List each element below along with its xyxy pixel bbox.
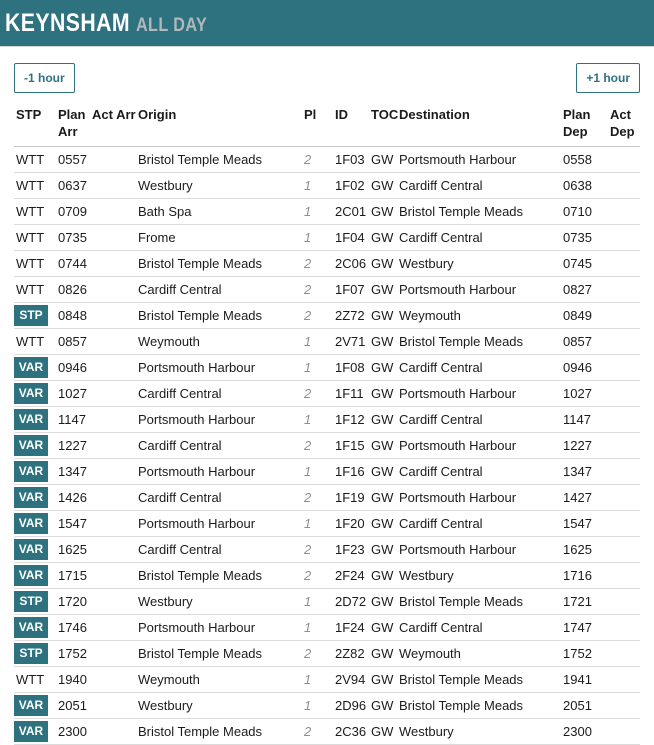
act-dep-cell xyxy=(608,537,640,563)
plan-arr-cell: 1426 xyxy=(56,485,92,511)
service-row[interactable] xyxy=(14,407,640,433)
act-arr-cell xyxy=(92,719,137,745)
plan-arr-cell: 0826 xyxy=(56,277,92,303)
toc-cell: GW xyxy=(368,381,398,407)
plan-arr-cell: 1746 xyxy=(56,615,92,641)
origin-cell: Cardiff Central xyxy=(137,537,300,563)
plan-arr-cell: 1715 xyxy=(56,563,92,589)
stp-cell xyxy=(14,173,56,199)
origin-cell: Portsmouth Harbour xyxy=(137,511,300,537)
toc-cell: GW xyxy=(368,355,398,381)
plan-arr-cell: 1752 xyxy=(56,641,92,667)
service-row[interactable] xyxy=(14,277,640,303)
destination-cell: Cardiff Central xyxy=(398,459,545,485)
act-dep-cell xyxy=(608,251,640,277)
services-table xyxy=(14,106,640,745)
column-header-id: ID xyxy=(330,106,368,147)
stp-badge: STP xyxy=(14,643,48,664)
stp-badge: VAR xyxy=(14,565,48,586)
destination-cell: Westbury xyxy=(398,563,545,589)
service-id-cell: 1F08 xyxy=(330,355,368,381)
destination-cell: Cardiff Central xyxy=(398,407,545,433)
service-row[interactable] xyxy=(14,199,640,225)
plan-dep-cell: 2051 xyxy=(545,693,608,719)
act-dep-cell xyxy=(608,199,640,225)
stp-cell xyxy=(14,407,56,433)
destination-cell: Westbury xyxy=(398,719,545,745)
toc-cell: GW xyxy=(368,303,398,329)
act-arr-cell xyxy=(92,381,137,407)
stp-cell xyxy=(14,251,56,277)
station-header xyxy=(0,0,654,47)
station-titles xyxy=(5,9,207,38)
toc-cell: GW xyxy=(368,667,398,693)
destination-cell: Bristol Temple Meads xyxy=(398,199,545,225)
act-dep-cell xyxy=(608,407,640,433)
act-arr-cell xyxy=(92,537,137,563)
stp-badge: VAR xyxy=(14,513,48,534)
stp-badge: WTT xyxy=(16,334,45,349)
platform-cell: 1 xyxy=(300,173,330,199)
stp-badge: STP xyxy=(14,591,48,612)
stp-cell xyxy=(14,693,56,719)
stp-badge: WTT xyxy=(16,256,45,271)
act-arr-cell xyxy=(92,459,137,485)
origin-cell: Frome xyxy=(137,225,300,251)
column-header-act-arr: Act Arr xyxy=(92,106,137,147)
platform-cell: 2 xyxy=(300,251,330,277)
plan-arr-cell: 1147 xyxy=(56,407,92,433)
act-arr-cell xyxy=(92,199,137,225)
act-arr-cell xyxy=(92,589,137,615)
act-arr-cell xyxy=(92,693,137,719)
plan-dep-cell: 1752 xyxy=(545,641,608,667)
column-header-stp: STP xyxy=(14,106,56,147)
act-dep-cell xyxy=(608,719,640,745)
stp-cell xyxy=(14,641,56,667)
plan-arr-cell: 1625 xyxy=(56,537,92,563)
plan-dep-cell: 1427 xyxy=(545,485,608,511)
platform-cell: 2 xyxy=(300,433,330,459)
plan-dep-cell: 1547 xyxy=(545,511,608,537)
service-row[interactable] xyxy=(14,667,640,693)
stp-cell xyxy=(14,381,56,407)
service-row[interactable] xyxy=(14,641,640,667)
service-id-cell: 2C36 xyxy=(330,719,368,745)
act-arr-cell xyxy=(92,563,137,589)
service-id-cell: 1F12 xyxy=(330,407,368,433)
plan-dep-cell: 0857 xyxy=(545,329,608,355)
destination-cell: Bristol Temple Meads xyxy=(398,329,545,355)
act-arr-cell xyxy=(92,407,137,433)
stp-badge: WTT xyxy=(16,282,45,297)
toc-cell: GW xyxy=(368,563,398,589)
origin-cell: Weymouth xyxy=(137,667,300,693)
plan-dep-cell: 1747 xyxy=(545,615,608,641)
act-dep-cell xyxy=(608,277,640,303)
destination-cell: Cardiff Central xyxy=(398,511,545,537)
platform-cell: 2 xyxy=(300,277,330,303)
service-row[interactable] xyxy=(14,173,640,199)
service-row[interactable] xyxy=(14,537,640,563)
service-id-cell: 1F07 xyxy=(330,277,368,303)
time-range-label: ALL DAY xyxy=(135,14,208,36)
act-arr-cell xyxy=(92,615,137,641)
plan-arr-cell: 1027 xyxy=(56,381,92,407)
toc-cell: GW xyxy=(368,225,398,251)
act-arr-cell xyxy=(92,355,137,381)
act-dep-cell xyxy=(608,381,640,407)
service-row[interactable] xyxy=(14,225,640,251)
service-id-cell: 1F20 xyxy=(330,511,368,537)
stp-badge: WTT xyxy=(16,230,45,245)
destination-cell: Portsmouth Harbour xyxy=(398,381,545,407)
stp-cell xyxy=(14,719,56,745)
act-dep-cell xyxy=(608,173,640,199)
stp-badge: VAR xyxy=(14,461,48,482)
origin-cell: Bristol Temple Meads xyxy=(137,641,300,667)
plan-dep-cell: 0638 xyxy=(545,173,608,199)
service-row[interactable] xyxy=(14,459,640,485)
plan-arr-cell: 0946 xyxy=(56,355,92,381)
plan-dep-cell: 0558 xyxy=(545,147,608,173)
stp-cell xyxy=(14,199,56,225)
origin-cell: Portsmouth Harbour xyxy=(137,355,300,381)
service-row[interactable] xyxy=(14,719,640,745)
act-arr-cell xyxy=(92,173,137,199)
act-dep-cell xyxy=(608,329,640,355)
plan-arr-cell: 2051 xyxy=(56,693,92,719)
column-header-act-dep: Act Dep xyxy=(608,106,640,147)
act-dep-cell xyxy=(608,485,640,511)
plan-dep-cell: 0735 xyxy=(545,225,608,251)
stp-badge: VAR xyxy=(14,357,48,378)
plan-arr-cell: 0637 xyxy=(56,173,92,199)
column-header-destination: Destination xyxy=(398,106,545,147)
plan-dep-cell: 0849 xyxy=(545,303,608,329)
service-id-cell: 1F11 xyxy=(330,381,368,407)
stp-cell xyxy=(14,355,56,381)
plan-dep-cell: 0946 xyxy=(545,355,608,381)
stp-cell xyxy=(14,485,56,511)
table-header-row xyxy=(14,106,640,147)
origin-cell: Portsmouth Harbour xyxy=(137,407,300,433)
stp-cell xyxy=(14,537,56,563)
plan-dep-cell: 1347 xyxy=(545,459,608,485)
platform-cell: 2 xyxy=(300,719,330,745)
act-arr-cell xyxy=(92,641,137,667)
stp-cell xyxy=(14,511,56,537)
service-row[interactable] xyxy=(14,147,640,173)
service-id-cell: 1F16 xyxy=(330,459,368,485)
platform-cell: 1 xyxy=(300,693,330,719)
plan-dep-cell: 0710 xyxy=(545,199,608,225)
platform-cell: 1 xyxy=(300,199,330,225)
stp-cell xyxy=(14,225,56,251)
origin-cell: Cardiff Central xyxy=(137,381,300,407)
toc-cell: GW xyxy=(368,459,398,485)
service-row[interactable] xyxy=(14,511,640,537)
stp-badge: VAR xyxy=(14,409,48,430)
act-dep-cell xyxy=(608,225,640,251)
platform-cell: 1 xyxy=(300,667,330,693)
plan-arr-cell: 1720 xyxy=(56,589,92,615)
service-row[interactable] xyxy=(14,693,640,719)
act-dep-cell xyxy=(608,433,640,459)
column-header-plan-arr: Plan Arr xyxy=(56,106,92,147)
act-dep-cell xyxy=(608,563,640,589)
platform-cell: 1 xyxy=(300,355,330,381)
act-dep-cell xyxy=(608,459,640,485)
plan-arr-cell: 0709 xyxy=(56,199,92,225)
act-arr-cell xyxy=(92,667,137,693)
toc-cell: GW xyxy=(368,511,398,537)
service-row[interactable] xyxy=(14,485,640,511)
column-header-toc: TOC xyxy=(368,106,398,147)
plan-arr-cell: 1347 xyxy=(56,459,92,485)
destination-cell: Bristol Temple Meads xyxy=(398,667,545,693)
origin-cell: Weymouth xyxy=(137,329,300,355)
plan-dep-cell: 1147 xyxy=(545,407,608,433)
platform-cell: 1 xyxy=(300,511,330,537)
service-id-cell: 2C06 xyxy=(330,251,368,277)
service-id-cell: 2D96 xyxy=(330,693,368,719)
plan-arr-cell: 1940 xyxy=(56,667,92,693)
act-dep-cell xyxy=(608,355,640,381)
origin-cell: Bristol Temple Meads xyxy=(137,251,300,277)
toc-cell: GW xyxy=(368,433,398,459)
origin-cell: Westbury xyxy=(137,589,300,615)
destination-cell: Portsmouth Harbour xyxy=(398,277,545,303)
stp-badge: VAR xyxy=(14,487,48,508)
plan-arr-cell: 0744 xyxy=(56,251,92,277)
plan-arr-cell: 1547 xyxy=(56,511,92,537)
plan-dep-cell: 1227 xyxy=(545,433,608,459)
toc-cell: GW xyxy=(368,693,398,719)
stp-cell xyxy=(14,563,56,589)
toc-cell: GW xyxy=(368,641,398,667)
platform-cell: 1 xyxy=(300,407,330,433)
act-dep-cell xyxy=(608,147,640,173)
service-id-cell: 1F04 xyxy=(330,225,368,251)
act-arr-cell xyxy=(92,147,137,173)
origin-cell: Portsmouth Harbour xyxy=(137,615,300,641)
stp-badge: WTT xyxy=(16,178,45,193)
origin-cell: Bristol Temple Meads xyxy=(137,303,300,329)
destination-cell: Cardiff Central xyxy=(398,173,545,199)
stp-badge: VAR xyxy=(14,617,48,638)
platform-cell: 2 xyxy=(300,537,330,563)
destination-cell: Bristol Temple Meads xyxy=(398,693,545,719)
act-arr-cell xyxy=(92,251,137,277)
platform-cell: 1 xyxy=(300,459,330,485)
platform-cell: 2 xyxy=(300,641,330,667)
service-id-cell: 1F23 xyxy=(330,537,368,563)
station-name: KEYNSHAM xyxy=(5,8,131,37)
service-row[interactable] xyxy=(14,433,640,459)
platform-cell: 2 xyxy=(300,147,330,173)
destination-cell: Weymouth xyxy=(398,303,545,329)
service-id-cell: 1F24 xyxy=(330,615,368,641)
destination-cell: Cardiff Central xyxy=(398,355,545,381)
destination-cell: Cardiff Central xyxy=(398,615,545,641)
stp-badge: VAR xyxy=(14,721,48,742)
toc-cell: GW xyxy=(368,199,398,225)
service-row[interactable] xyxy=(14,589,640,615)
origin-cell: Bristol Temple Meads xyxy=(137,563,300,589)
service-id-cell: 2V71 xyxy=(330,329,368,355)
act-arr-cell xyxy=(92,303,137,329)
service-id-cell: 1F03 xyxy=(330,147,368,173)
origin-cell: Cardiff Central xyxy=(137,485,300,511)
origin-cell: Portsmouth Harbour xyxy=(137,459,300,485)
toc-cell: GW xyxy=(368,277,398,303)
act-dep-cell xyxy=(608,615,640,641)
toc-cell: GW xyxy=(368,173,398,199)
act-arr-cell xyxy=(92,277,137,303)
act-dep-cell xyxy=(608,589,640,615)
toc-cell: GW xyxy=(368,147,398,173)
destination-cell: Portsmouth Harbour xyxy=(398,433,545,459)
service-id-cell: 2Z72 xyxy=(330,303,368,329)
act-dep-cell xyxy=(608,303,640,329)
platform-cell: 1 xyxy=(300,225,330,251)
plan-dep-cell: 1027 xyxy=(545,381,608,407)
stp-badge: STP xyxy=(14,305,48,326)
destination-cell: Bristol Temple Meads xyxy=(398,589,545,615)
stp-cell xyxy=(14,277,56,303)
stp-cell xyxy=(14,459,56,485)
destination-cell: Portsmouth Harbour xyxy=(398,537,545,563)
service-id-cell: 2D72 xyxy=(330,589,368,615)
plan-dep-cell: 2300 xyxy=(545,719,608,745)
service-id-cell: 2F24 xyxy=(330,563,368,589)
plan-arr-cell: 0735 xyxy=(56,225,92,251)
platform-cell: 1 xyxy=(300,589,330,615)
service-row[interactable] xyxy=(14,381,640,407)
toc-cell: GW xyxy=(368,485,398,511)
destination-cell: Westbury xyxy=(398,251,545,277)
act-arr-cell xyxy=(92,511,137,537)
stp-badge: VAR xyxy=(14,695,48,716)
toc-cell: GW xyxy=(368,589,398,615)
stp-cell xyxy=(14,303,56,329)
stp-badge: VAR xyxy=(14,435,48,456)
origin-cell: Bath Spa xyxy=(137,199,300,225)
service-row[interactable] xyxy=(14,329,640,355)
platform-cell: 1 xyxy=(300,615,330,641)
destination-cell: Weymouth xyxy=(398,641,545,667)
service-id-cell: 1F15 xyxy=(330,433,368,459)
service-row[interactable] xyxy=(14,563,640,589)
service-id-cell: 2Z82 xyxy=(330,641,368,667)
stp-badge: WTT xyxy=(16,152,45,167)
plan-dep-cell: 0745 xyxy=(545,251,608,277)
origin-cell: Bristol Temple Meads xyxy=(137,147,300,173)
toc-cell: GW xyxy=(368,407,398,433)
column-header-plan-dep: Plan Dep xyxy=(545,106,608,147)
act-dep-cell xyxy=(608,667,640,693)
toc-cell: GW xyxy=(368,615,398,641)
stp-badge: WTT xyxy=(16,672,45,687)
stp-cell xyxy=(14,589,56,615)
toc-cell: GW xyxy=(368,329,398,355)
origin-cell: Westbury xyxy=(137,173,300,199)
hour-toolbar xyxy=(0,47,654,93)
plan-arr-cell: 1227 xyxy=(56,433,92,459)
origin-cell: Westbury xyxy=(137,693,300,719)
toc-cell: GW xyxy=(368,719,398,745)
stp-cell xyxy=(14,329,56,355)
act-dep-cell xyxy=(608,511,640,537)
minus-one-hour-button[interactable]: -1 hour xyxy=(14,63,75,93)
service-row[interactable] xyxy=(14,355,640,381)
platform-cell: 1 xyxy=(300,329,330,355)
origin-cell: Cardiff Central xyxy=(137,277,300,303)
plan-dep-cell: 1721 xyxy=(545,589,608,615)
plan-dep-cell: 1625 xyxy=(545,537,608,563)
stp-badge: VAR xyxy=(14,383,48,404)
act-arr-cell xyxy=(92,433,137,459)
column-header-platform: Pl xyxy=(300,106,330,147)
platform-cell: 2 xyxy=(300,381,330,407)
origin-cell: Cardiff Central xyxy=(137,433,300,459)
destination-cell: Portsmouth Harbour xyxy=(398,485,545,511)
service-row[interactable] xyxy=(14,615,640,641)
destination-cell: Cardiff Central xyxy=(398,225,545,251)
destination-cell: Portsmouth Harbour xyxy=(398,147,545,173)
column-header-origin: Origin xyxy=(137,106,300,147)
toc-cell: GW xyxy=(368,537,398,563)
plus-one-hour-button[interactable]: +1 hour xyxy=(576,63,640,93)
stp-badge: VAR xyxy=(14,539,48,560)
platform-cell: 2 xyxy=(300,303,330,329)
platform-cell: 2 xyxy=(300,563,330,589)
service-id-cell: 1F02 xyxy=(330,173,368,199)
service-row[interactable] xyxy=(14,303,640,329)
plan-dep-cell: 1941 xyxy=(545,667,608,693)
platform-cell: 2 xyxy=(300,485,330,511)
service-id-cell: 2V94 xyxy=(330,667,368,693)
service-row[interactable] xyxy=(14,251,640,277)
plan-arr-cell: 0557 xyxy=(56,147,92,173)
act-dep-cell xyxy=(608,693,640,719)
plan-dep-cell: 1716 xyxy=(545,563,608,589)
stp-cell xyxy=(14,147,56,173)
act-arr-cell xyxy=(92,329,137,355)
service-id-cell: 2C01 xyxy=(330,199,368,225)
plan-dep-cell: 0827 xyxy=(545,277,608,303)
act-arr-cell xyxy=(92,225,137,251)
stp-cell xyxy=(14,433,56,459)
toc-cell: GW xyxy=(368,251,398,277)
act-dep-cell xyxy=(608,641,640,667)
act-arr-cell xyxy=(92,485,137,511)
origin-cell: Bristol Temple Meads xyxy=(137,719,300,745)
plan-arr-cell: 0848 xyxy=(56,303,92,329)
plan-arr-cell: 0857 xyxy=(56,329,92,355)
plan-arr-cell: 2300 xyxy=(56,719,92,745)
service-id-cell: 1F19 xyxy=(330,485,368,511)
stp-cell xyxy=(14,615,56,641)
stp-badge: WTT xyxy=(16,204,45,219)
stp-cell xyxy=(14,667,56,693)
